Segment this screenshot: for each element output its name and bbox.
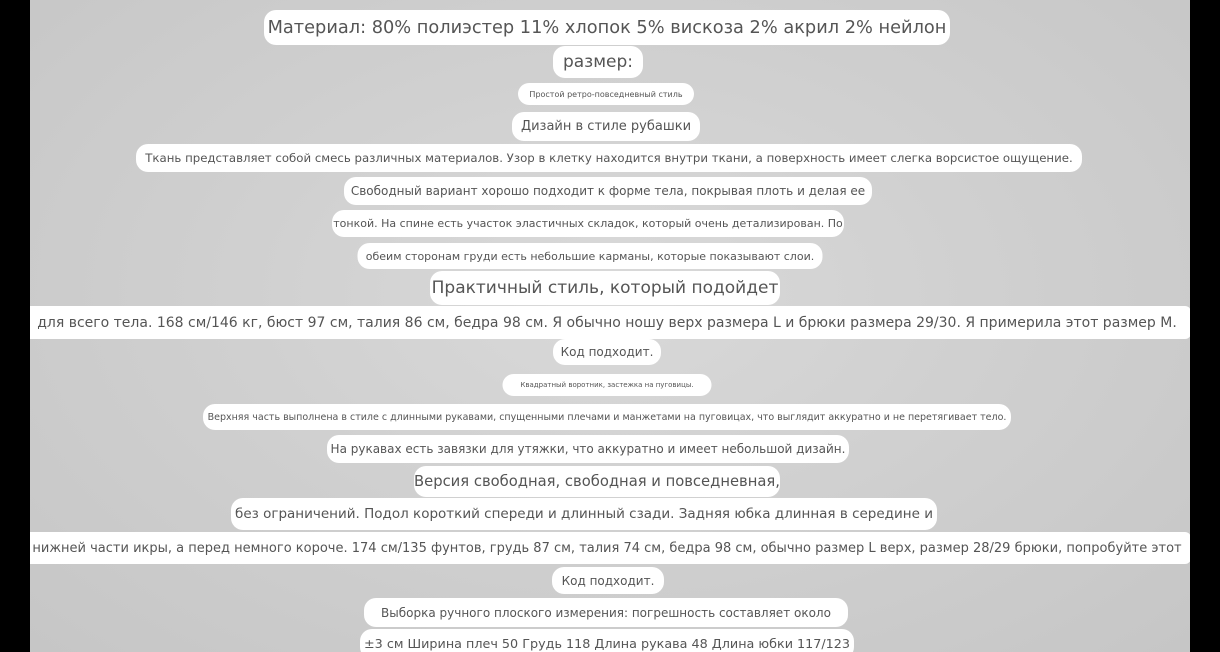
sleeve-ties-line: На рукавах есть завязки для утяжки, что аккуратно и имеет небольшой дизайн. (327, 435, 849, 463)
collar-line: Квадратный воротник, застежка на пуговицы. (503, 374, 712, 396)
fit-line-2: тонкой. На спине есть участок эластичных складок, который очень детализирован. По (332, 210, 844, 237)
size-fits-line-1: Код подходит. (553, 339, 661, 365)
material-line: Материал: 80% полиэстер 11% хлопок 5% вискоза 2% акрил 2% нейлон (264, 10, 950, 45)
size-fits-line-2: Код подходит. (552, 567, 664, 594)
fit-line-3: обеим сторонам груди есть небольшие карманы, которые показывают слои. (358, 243, 823, 269)
fabric-line: Ткань представляет собой смесь различных материалов. Узор в клетку находится внутри ткани, а поверхность имеет слегка ворсистое ощущение. (136, 144, 1082, 172)
measurements-line: ±3 см Ширина плеч 50 Грудь 118 Длина рукава 48 Длина юбки 117/123 (360, 629, 854, 652)
sleeve-style-line: Верхняя часть выполнена в стиле с длинными рукавами, спущенными плечами и манжетами на пуговицах, что выглядит аккуратно и не перетягивает тело. (203, 404, 1011, 430)
measurement-note-line: Выборка ручного плоского измерения: погрешность составляет около (364, 598, 848, 627)
fit-review-line-1: для всего тела. 168 см/146 кг, бюст 97 см, талия 86 см, бедра 98 см. Я обычно ношу верх размера L и брюки размера 29/30. Я примерила этот размер M. (30, 306, 1190, 339)
practical-style-line: Практичный стиль, который подойдет (430, 271, 780, 305)
fit-review-line-2: нижней части икры, а перед немного короче. 174 см/135 фунтов, грудь 87 см, талия 74 см, бедра 98 см, обычно размер L верх, размер 28/29 брюки, попробуйте этот (30, 532, 1190, 564)
size-heading: размер: (553, 46, 643, 78)
style-caption: Простой ретро-повседневный стиль (518, 83, 694, 105)
fit-line-1: Свободный вариант хорошо подходит к форме тела, покрывая плоть и делая ее (344, 177, 872, 205)
loose-version-line: Версия свободная, свободная и повседневная, (414, 466, 780, 497)
hem-line: без ограничений. Подол короткий спереди и длинный сзади. Задняя юбка длинная в середине и (231, 498, 937, 530)
product-description-image (30, 0, 1190, 652)
design-line: Дизайн в стиле рубашки (512, 112, 700, 141)
